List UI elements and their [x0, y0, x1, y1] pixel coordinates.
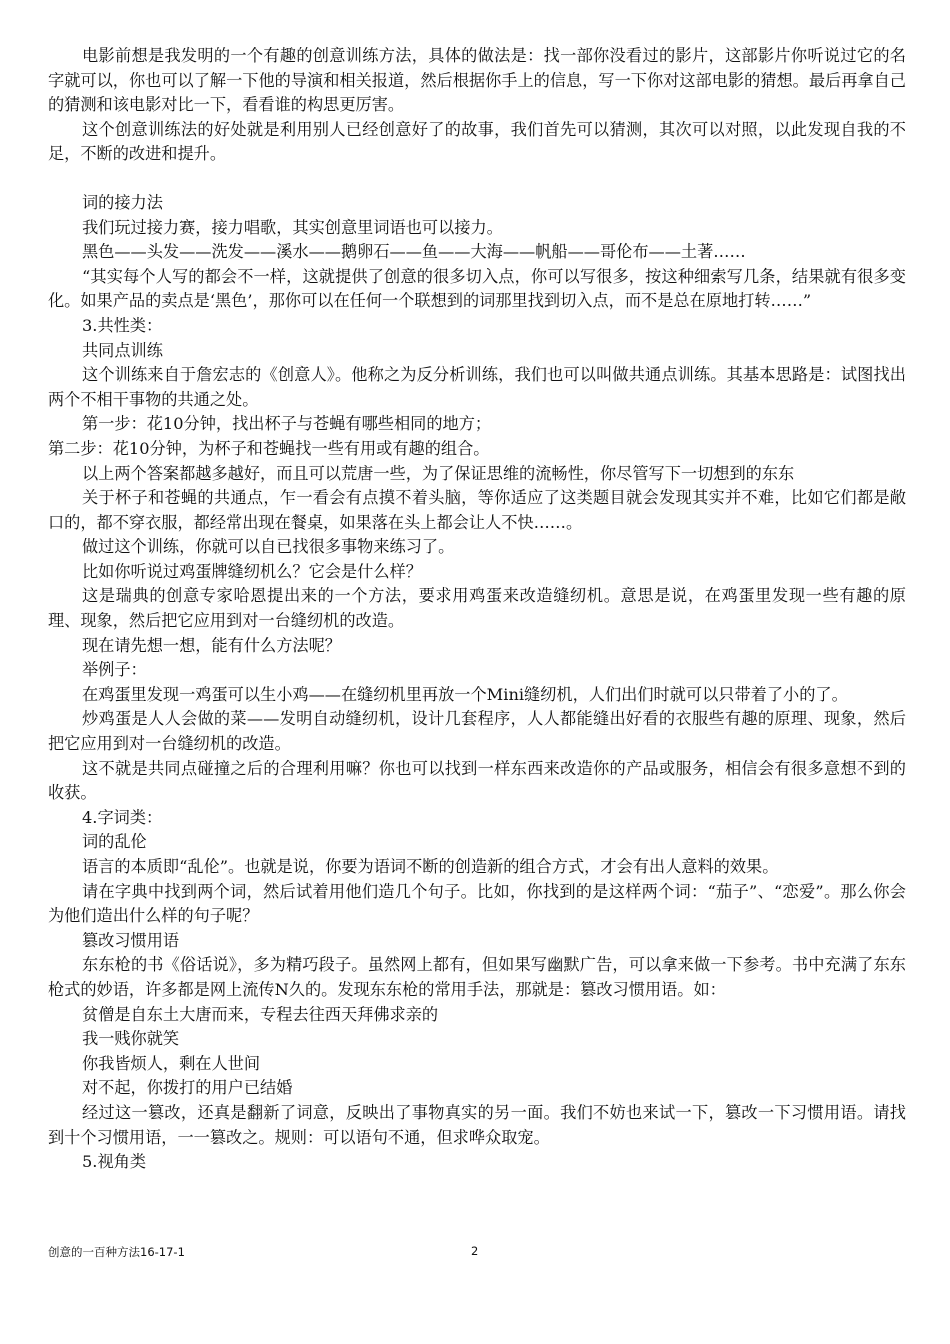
section-heading: 4.字词类： — [82, 807, 163, 827]
subsection-heading: 词的乱伦 — [82, 832, 147, 852]
paragraph: 举例子： — [82, 660, 147, 680]
paragraph: 第一步：花10分钟，找出杯子与苍蝇有哪些相同的地方； — [82, 414, 492, 434]
paragraph: 这不就是共同点碰撞之后的合理利用嘛？你也可以找到一样东西来改造你的产品或服务，相信会有很多意想不到的收获。 — [48, 758, 906, 803]
paragraph: 关于杯子和苍蝇的共通点，乍一看会有点摸不着头脑，等你适应了这类题目就会发现其实并不难，比如它们都是敞口的，都不穿衣服，都经常出现在餐桌，如果落在头上都会让人不快……。 — [48, 488, 906, 532]
subsection-heading: 篡改习惯用语 — [82, 930, 180, 950]
subsection-heading: 共同点训练 — [82, 340, 163, 360]
paragraph: 炒鸡蛋是人人会做的菜——发明自动缝纫机，设计几套程序，人人都能缝出好看的衣服些有趣的原理、现象，然后把它应用到对一台缝纫机的改造。 — [48, 709, 906, 754]
paragraph: 做过这个训练，你就可以自已找很多事物来练习了。 — [82, 537, 455, 557]
paragraph: 比如你听说过鸡蛋牌缝纫机么？它会是什么样？ — [82, 561, 422, 581]
paragraph: 请在字典中找到两个词，然后试着用他们造几个句子。比如，你找到的是这样两个词：“茄子”、“恋爱”。那么你会为他们造出什么样的句子呢？ — [48, 881, 906, 926]
section-heading: 5.视角类 — [82, 1152, 147, 1172]
paragraph: 电影前想是我发明的一个有趣的创意训练方法，具体的做法是：找一部你没看过的影片，这部影片你听说过它的名字就可以，你也可以了解一下他的导演和相关报道，然后根据你手上的信息，写一下你对这部电影的猜想。最后再拿自己的猜测和该电影对比一下，看看谁的构思更厉害。 — [48, 46, 906, 115]
blank-line — [48, 167, 906, 191]
paragraph: 在鸡蛋里发现一鸡蛋可以生小鸡——在缝纫机里再放一个Mini缝纫机，人们出们时就可以只带着了小的了。 — [82, 684, 848, 704]
paragraph: 以上两个答案都越多越好，而且可以荒唐一些，为了保证思维的流畅性，你尽管写下一切想到的东东 — [82, 463, 795, 483]
paragraph: 第二步：花10分钟，为杯子和苍蝇找一些有用或有趣的组合。 — [48, 438, 490, 458]
example-line: 你我皆烦人，剩在人世间 — [82, 1053, 261, 1073]
paragraph: 这个训练来自于詹宏志的《创意人》。他称之为反分析训练，我们也可以叫做共通点训练。其基本思路是：试图找出两个不相干事物的共通之处。 — [48, 365, 906, 409]
paragraph: 黑色——头发——洗发——溪水——鹅卵石——鱼——大海——帆船——哥伦布——土著…… — [82, 242, 746, 262]
page-number: 2 — [471, 1244, 479, 1258]
quote-paragraph: “其实每个人写的都会不一样，这就提供了创意的很多切入点，你可以写很多，按这种细索写几条，结果就有很多变化。如果产品的卖点是‘黑色’，那你可以在任何一个联想到的词那里找到切入点，而不是总在原地打转……” — [48, 266, 906, 311]
paragraph: 经过这一篡改，还真是翻新了词意，反映出了事物真实的另一面。我们不妨也来试一下，篡改一下习惯用语。请找到十个习惯用语，一一篡改之。规则：可以语句不通，但求哗众取宠。 — [48, 1102, 906, 1147]
example-line: 对不起，你拨打的用户已结婚 — [82, 1078, 293, 1098]
section-heading: 3.共性类： — [82, 315, 163, 335]
example-line: 我一贱你就笑 — [82, 1029, 180, 1049]
paragraph: 现在请先想一想，能有什么方法呢？ — [82, 635, 341, 655]
footer-doc-title: 创意的一百种方法16-17-1 — [48, 1245, 185, 1259]
paragraph: 语言的本质即“乱伦”。也就是说，你要为语词不断的创造新的组合方式，才会有出人意料的效果。 — [82, 857, 779, 876]
paragraph: 这个创意训练法的好处就是利用别人已经创意好了的故事，我们首先可以猜测，其次可以对照，以此发现自我的不足，不断的改进和提升。 — [48, 119, 906, 164]
paragraph: 这是瑞典的创意专家哈恩提出来的一个方法，要求用鸡蛋来改造缝纫机。意思是说，在鸡蛋里发现一些有趣的原理、现象，然后把它应用到对一台缝纫机的改造。 — [48, 586, 906, 631]
paragraph: 东东枪的书《俗话说》，多为精巧段子。虽然网上都有，但如果写幽默广告，可以拿来做一下参考。书中充满了东东枪式的妙语，许多都是网上流传N久的。发现东东枪的常用手法，那就是：篡改习惯用语。如： — [48, 955, 906, 999]
section-heading: 词的接力法 — [82, 192, 163, 212]
paragraph: 我们玩过接力赛，接力唱歌，其实创意里词语也可以接力。 — [82, 217, 503, 237]
page-footer — [48, 1244, 906, 1264]
example-line: 贫僧是自东土大唐而来，专程去往西天拜佛求亲的 — [82, 1004, 439, 1024]
document-body — [48, 44, 906, 1175]
